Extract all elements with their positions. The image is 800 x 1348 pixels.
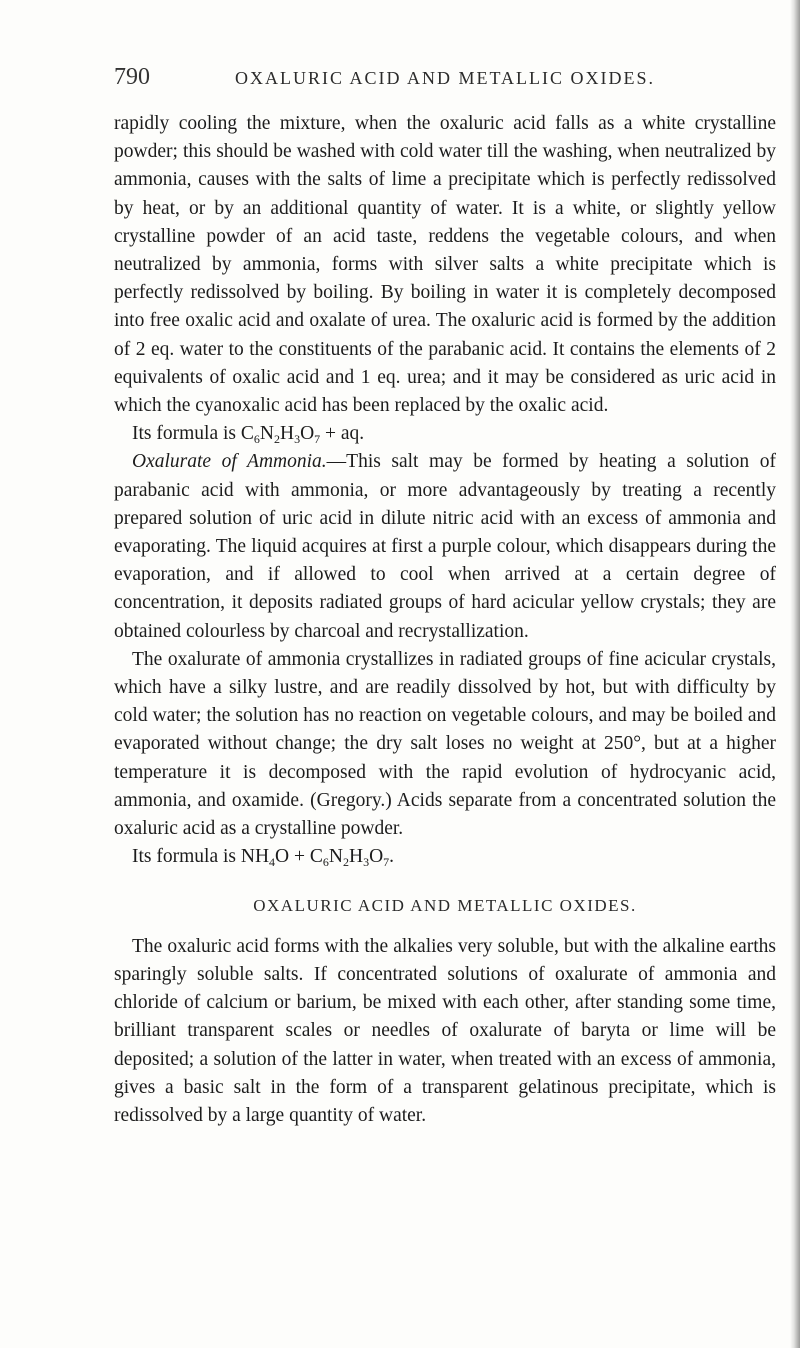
paragraph-1: rapidly cooling the mixture, when the oxaluric acid falls as a white crystalline powder; this should be washed with cold water till the washing, when neutralized by ammonia, causes with the salts of lime a precipitate which is perfectly redissolved by heat, or by an additional quantity of water. It is a white, or slightly yellow crystalline powder of an acid taste, reddens the vegetable colours, and when neutralized by ammonia, forms with silver salts a white precipitate which is perfectly redissolved by boiling. By boiling in water it is completely decomposed into free oxalic acid and oxalate of urea. The oxaluric acid is formed by the addition of 2 eq. water to the constituents of the parabanic acid. It contains the elements of 2 equivalents of oxalic acid and 1 eq. urea; and it may be considered as uric acid in which the cyanoxalic acid has been replaced by the oxalic acid. (114, 113, 776, 417)
paragraph-3: The oxalurate of ammonia crystallizes in radiated groups of fine acicular crystals, which have a silky lustre, and are readily dissolved by hot, but with difficulty by cold water; the solution has no reaction on vegetable colours, and may be boiled and evaporated without change; the dry salt loses no weight at 250°, but at a higher temperature it is decomposed with the rapid evolution of hydrocyanic acid, ammonia, and oxamide. (Gregory.) Acids separate from a concentrated solution the oxaluric acid as a crystalline powder. (114, 648, 776, 840)
body-text (114, 110, 776, 1130)
paragraph-oxalurate-of-ammonia: Oxalurate of Ammonia.—This salt may be formed by heating a solution of parabanic acid with ammonia, or more advantageously by treating a recently prepared solution of uric acid in dilute nitric acid with an excess of ammonia and evaporating. The liquid acquires at first a purple colour, which disappears during the evaporation, and if allowed to cool when arrived at a certain degree of concentration, it deposits radiated groups of hard acicular yellow crystals; they are obtained colourless by charcoal and recrystallization. (114, 451, 776, 642)
page-header (114, 64, 776, 100)
section-title: OXALURIC ACID AND METALLIC OXIDES. (253, 896, 637, 916)
paragraph-4: The oxaluric acid forms with the alkalies very soluble, but with the alkaline earths sparingly soluble salts. If concentrated solutions of oxalurate of ammonia and chloride of calcium or barium, be mixed with each other, after standing some time, brilliant transparent scales or needles of oxalurate of baryta or lime will be deposited; a solution of the latter in water, when treated with an excess of ammonia, gives a basic salt in the form of a transparent gelatinous precipitate, which is redissolved by a large quantity of water. (114, 935, 776, 1126)
formula-oxalurate-of-ammonia: Its formula is $NH_4O + C_6N_2H_3O_7$. (132, 846, 395, 870)
running-head: OXALURIC ACID AND METALLIC OXIDES. (234, 68, 656, 88)
paragraph-heading: Oxalurate of Ammonia. (132, 451, 327, 473)
page-edge-shadow (790, 0, 800, 1348)
formula-oxaluric-acid: Its formula is $C_6N_2H_3O_7$ + aq. (132, 423, 365, 447)
page-number: 790 (114, 64, 150, 90)
